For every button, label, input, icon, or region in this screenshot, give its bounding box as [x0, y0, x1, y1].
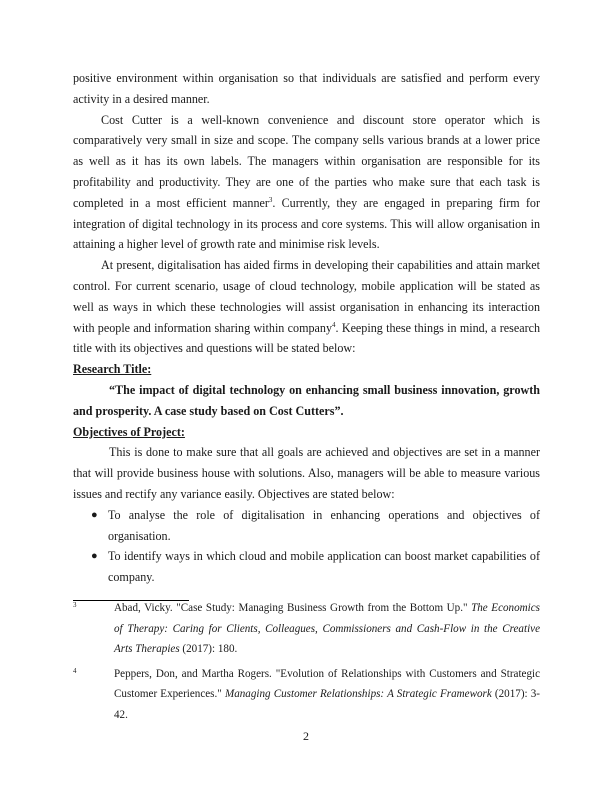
footnote-text: Abad, Vicky. "Case Study: Managing Business Growth from the Bottom Up." — [114, 602, 472, 614]
footnote-text: (2017): 180. — [179, 643, 238, 656]
research-title-heading: Research Title: — [73, 362, 152, 377]
paragraph-digitalisation — [73, 255, 540, 359]
bullet-icon: ● — [91, 550, 98, 563]
footnote-number: 4 — [73, 666, 77, 675]
paragraph-text: . Keeping these things in mind, a research title with its objectives and questions will be stated below: — [73, 320, 541, 356]
page-number: 2 — [303, 729, 309, 743]
bullet-icon: ● — [91, 508, 98, 521]
footnote-source-title: The Economics of Therapy: Caring for Clients, Colleagues, Commissioners and Cash-Flow in the Creative Arts Therapies — [114, 602, 540, 656]
footnote-text: Peppers, Don, and Martha Rogers. "Evolution of Relationships with Customers and Strategic Customer Experiences." — [114, 667, 540, 701]
footnote-source-title: Managing Customer Relationships: A Strategic Framework — [224, 688, 492, 701]
list-item — [91, 546, 540, 588]
objectives-list — [73, 505, 540, 588]
paragraph-cost-cutter — [73, 110, 540, 256]
paragraph-continuation: positive environment within organisation so that individuals are satisfied and perform every activity in a desired manner. — [73, 71, 540, 106]
research-title: “The impact of digital technology on enhancing small business innovation, growth and prosperity. A case study based on Cost Cutters”. — [73, 382, 540, 418]
paragraph-text: At present, digitalisation has aided firms in developing their capabilities and attain market control. For current scenario, usage of cloud technology, mobile application will be stated as well as ways in which these technologies will assist organisation in enhancing its interaction with people and information sharing within company — [73, 258, 540, 335]
footnote-text: (2017): 3-42. — [114, 688, 540, 721]
footnote-ref-4[interactable]: 4 — [332, 320, 336, 329]
paragraph-text: . Currently, they are engaged in preparing firm for integration of digital technology in its process and core systems. This will allow organisation in attaining a higher level of growth rate and minimise risk levels. — [73, 195, 540, 252]
footnote-3 — [73, 598, 540, 660]
list-item-text: To analyse the role of digitalisation in enhancing operations and objectives of organisation. — [108, 507, 540, 543]
list-item-text: To identify ways in which cloud and mobile application can boost market capabilities of company. — [108, 549, 540, 585]
footnote-number: 3 — [73, 601, 77, 609]
objectives-intro: This is done to make sure that all goals are achieved and objectives are set in a manner that will provide business house with solutions. Also, managers will be able to measure various issues and rectify any variance easily. Objectives are stated below: — [73, 445, 540, 501]
footnote-4 — [73, 664, 540, 726]
body-text — [73, 68, 540, 588]
footnotes — [73, 598, 540, 726]
footnote-ref-3[interactable]: 3 — [268, 195, 273, 204]
paragraph-text: Cost Cutter is a well-known convenience and discount store operator which is comparatively very small in size and scope. The company sells various brands at a lower price as well as it has its own labels. The managers within organisation are responsible for its profitability and productivity. They are one of the parties who make sure that each task is completed in a most efficient manner — [73, 112, 540, 210]
objectives-heading: Objectives of Project: — [73, 424, 185, 439]
list-item — [91, 505, 540, 547]
